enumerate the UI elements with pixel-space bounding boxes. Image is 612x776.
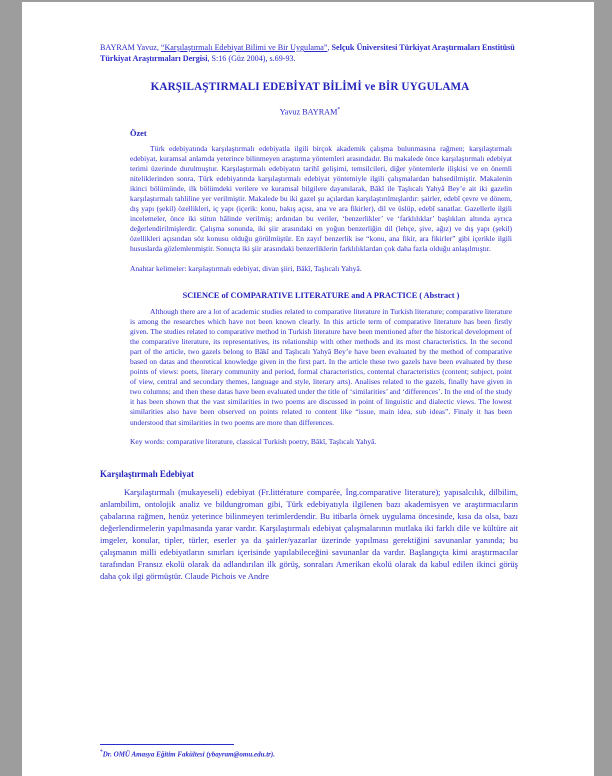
turkish-abstract-paragraph: Türk edebiyatında karşılaştırmalı edebiyatla ilgili birçok akademik çalışma bulunmasına rağmen; karşılaştırmalı edebiyat, kuramsal anlamda yeterince bilinmeyen araştırma yöntemleri arasındadır. Bu makalede önce karşılaştırmalı edebiyat terimi üzerinde durulmuştur. Karşılaştırmalı edebiyatın tarihî gelişimi, temsilcileri, diğer yöntemlerle ilişkisi ve en önemli niteliklerinden sonra, Türk edebiyatında karşılaştırmalı edebiyat yöntemiyle ilgili çalışmalardan bahsedilmiştir. Makalenin ikinci bölümünde, ilk bölümdeki verilere ve kuramsal bilgilere dayanılarak, Bâkî ile Taşlıcalı Yahyâ Bey’e ait iki gazelin karşılaştırmalı tahliline yer verilmiştir. Makalede bu iki gazel şu açılardan karşılaştırılmışlardır: şairler, edebî çevre ve dönem, dış yapı (şekil) özellikleri, iç yapı (içerik: konu, bakış açısı, ana ve ara fikirler), dil ve üslüp, edebî sanatlar. Gazellerle ilgili incelemeler, önce iki sütun hâlinde verilmiş; ardından bu veriler, ‘benzerlikler’ ve ‘farklılıklar’ başlıkları altında ayrıca değerlendirilmişlerdir. Çalışma sonunda, iki şiir arasındaki en yoğun benzerliğin dil (lehçe, şive, ağız) ve dış yapı (şekil) özellikleri açısından söz konusu olduğu görülmüştür. En zayıf benzerlik ise “konu, ana fikir, ara fikirler” gibi içerikle ilgili hususlarda gözlemlenmiştir. Sonuçta iki şiir arasındaki benzerliklerin farklılıklardan çok daha fazla olduğu anlaşılmıştır. [130, 143, 512, 254]
footnote-area [100, 744, 520, 759]
english-abstract-block [100, 291, 520, 447]
footnote-separator-rule [100, 744, 234, 745]
citation-issue-info: , S:16 (Güz 2004), s.69-93. [207, 54, 296, 64]
footnote-marker: * [100, 749, 103, 755]
english-keywords: Key words: comparative literature, classical Turkish poetry, Bâkî, Taşlıcalı Yahyâ. [130, 436, 377, 446]
english-abstract-heading: SCIENCE of COMPARATIVE LITERATURE and A PRACTICE ( Abstract ) [182, 290, 460, 300]
page-content-column [100, 42, 520, 582]
author-name: Yavuz BAYRAM [279, 107, 338, 117]
author-footnote-marker: * [337, 106, 341, 113]
body-section [100, 469, 520, 583]
citation-header [100, 42, 520, 65]
turkish-abstract-block [100, 129, 520, 274]
footnote-line [100, 749, 520, 759]
turkish-keywords: Anahtar kelimeler: karşılaştırmalı edebiyat, divan şiiri, Bâkî, Taşlıcalı Yahyâ. [130, 263, 362, 273]
turkish-abstract-heading: Özet [130, 128, 147, 138]
author-line [100, 107, 520, 117]
citation-article-title: “Karşılaştırmalı Edebiyat Bilimi ve Bir Uygulama” [160, 43, 328, 52]
english-abstract-paragraph: Although there are a lot of academic studies related to comparative literature in Turkish literature; comparative literature is among the researches which have not been known clearly. In this article term of comparative literature has been firstly given. The studies related to comparative method in Turkish literature have been mentioned after the historical development of the comparative literature, its representatives, its relationship with other methods and its most characteristics. In the second part of the article, two gazels belong to Bâkî and Taşlıcalı Yahyâ Bey’e have been evaluated by the method of comparative based on datas and theoretical knowledge given in the first part. In the article these two gazels have been evaluated by these points of views: poets, literary community and period, formal characteristics, contental characteristics (content; subject, point of view, central and secondary themes, language and style, literary arts). Analises related to the gazels, finally have given in two columns; and then these datas have been evaluated under the title of ‘similarities’ and ‘differences’. In the end of the study it has been shown that the vast similarities in two poems are discussed in point of linguistic and dialectic views. The lowest similarities also have been observed on points related to content like “issue, main idea, sub ideas”. Finaly it has been understood that similarities in two poems are more than differences. [130, 306, 512, 427]
citation-journal-name: Selçuk Üniversitesi Türkiyat Araştırmaları Enstitüsü Türkiyat Araştırmaları Dergisi [100, 43, 515, 64]
footnote-body-text: Dr. OMÜ Amasya Eğitim Fakültesi (ybayram@omu.edu.tr). [102, 750, 275, 759]
citation-author: BAYRAM Yavuz, [100, 43, 161, 52]
body-paragraph: Karşılaştırmalı (mukayeseli) edebiyat (Fr.littérature comparée, İng.comparative literature); yapısalcılık, dilbilim, anlambilim, ontolojik analiz ve bildungroman gibi, Türk edebiyatıyla ilgilenen bazı akademisyen ve araştırmacıların çabalarına rağmen, henüz yeterince bilinmeyen terimlerdendir. Bu itibarla örnek uygulama öncesinde, kısa da olsa, bazı değerlendirmelerin yapılmasında yarar vardır. Karşılaştırmalı edebiyat çalışmalarının mutlaka iki farklı dile ve kültüre ait imgeler, konular, tipler, türler, eserler ya da şairler/yazarlar üzerinde yapılması gerektiğini savunanlar yanında; bu çalışmanın milli edebiyatların sınırları içerisinde yapılabileceğini savunanlar da vardır. Başlangıçta kimi araştırmacılar tarafından Fransız ekolü olarak da adlandırılan ilk görüş, sonraları Amerikan ekolü olarak da kabul edilen ikinci görüş daha çok ilgi görmüştür. Claude Pichois ve Andre [100, 486, 518, 582]
page-sheet [22, 2, 594, 776]
section-heading: Karşılaştırmalı Edebiyat [100, 468, 194, 479]
page-title: KARŞILAŞTIRMALI EDEBİYAT BİLİMİ ve BİR UYGULAMA [150, 80, 470, 93]
citation-comma: , [327, 43, 332, 52]
